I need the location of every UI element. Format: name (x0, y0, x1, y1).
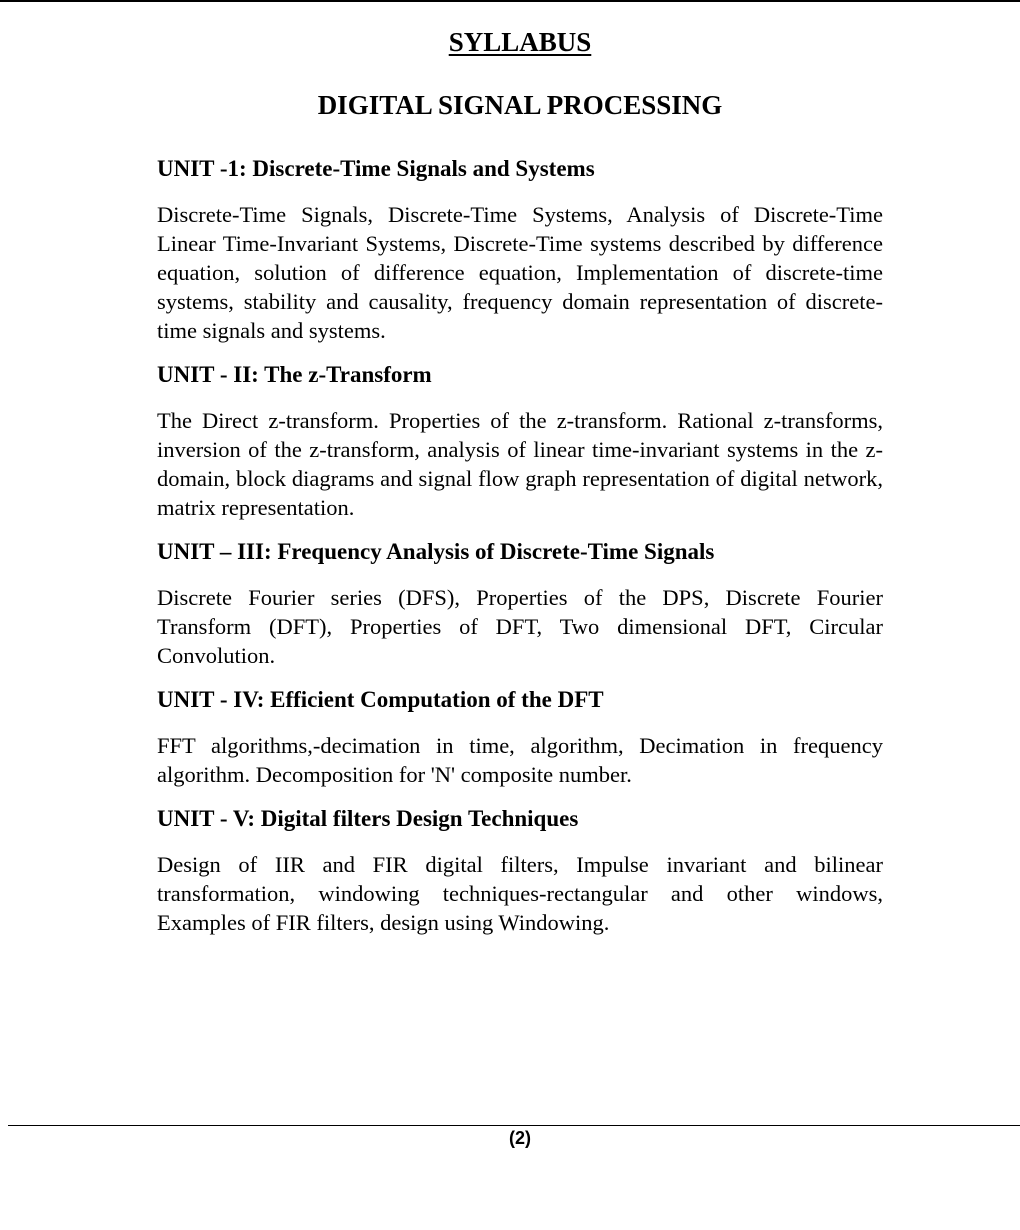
page-title: SYLLABUS (448, 27, 592, 57)
unit-section (157, 538, 883, 670)
unit-heading: UNIT – III: Frequency Analysis of Discrete-Time Signals (157, 539, 715, 564)
unit-heading: UNIT -1: Discrete-Time Signals and Systems (157, 156, 595, 181)
unit-section (157, 361, 883, 522)
unit-section (157, 805, 883, 937)
unit-description: FFT algorithms,-decimation in time, algorithm, Decimation in frequency algorithm. Decomposition for 'N' composite number. (157, 733, 883, 787)
unit-description: Discrete-Time Signals, Discrete-Time Systems, Analysis of Discrete-Time Linear Time-Invariant Systems, Discrete-Time systems described by difference equation, solution of difference equation, Implementation of discrete-time systems, stability and causality, frequency domain representation of discrete-time signals and systems. (157, 202, 883, 343)
footer-rule (8, 1125, 1020, 1126)
subject-title: DIGITAL SIGNAL PROCESSING (317, 90, 723, 120)
unit-section (157, 155, 883, 345)
unit-section (157, 686, 883, 789)
unit-description: The Direct z-transform. Properties of the z-transform. Rational z-transforms, inversion of the z-transform, analysis of linear time-invariant systems in the z-domain, block diagrams and signal flow graph representation of digital network, matrix representation. (157, 408, 883, 520)
syllabus-content (157, 26, 883, 937)
unit-description: Discrete Fourier series (DFS), Properties of the DPS, Discrete Fourier Transform (DFT), Properties of DFT, Two dimensional DFT, Circular Convolution. (157, 585, 883, 668)
unit-heading: UNIT - II: The z-Transform (157, 362, 432, 387)
top-rule (0, 0, 1020, 2)
unit-heading: UNIT - V: Digital filters Design Techniques (157, 806, 579, 831)
unit-heading: UNIT - IV: Efficient Computation of the DFT (157, 687, 604, 712)
page-number: (2) (509, 1128, 531, 1148)
unit-description: Design of IIR and FIR digital filters, Impulse invariant and bilinear transformation, windowing techniques-rectangular and other windows, Examples of FIR filters, design using Windowing. (157, 852, 883, 935)
